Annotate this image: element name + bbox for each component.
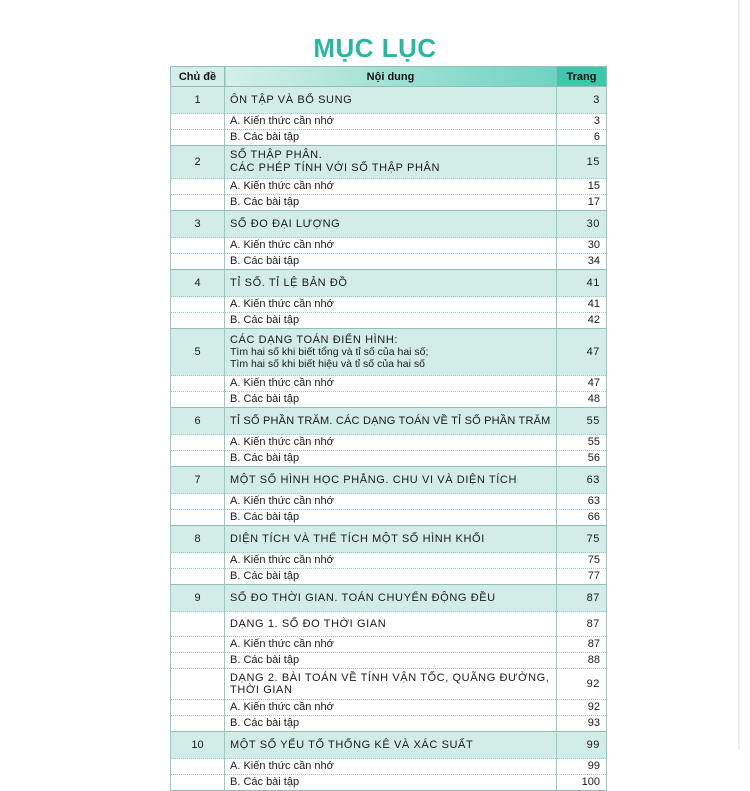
section-title — [225, 146, 557, 179]
section-title: TỈ SỐ PHẦN TRĂM. CÁC DẠNG TOÁN VỀ TỈ SỐ PHẦN TRĂM — [225, 408, 557, 435]
section-page: 87 — [557, 585, 607, 612]
section-page: 15 — [557, 146, 607, 179]
toc-item-row[interactable] — [171, 510, 607, 526]
section-page: 63 — [557, 467, 607, 494]
header-page: Trang — [557, 67, 607, 87]
item-label: B. Các bài tập — [225, 313, 557, 329]
item-page: 55 — [557, 435, 607, 451]
item-label: A. Kiến thức cần nhớ — [225, 238, 557, 254]
item-page: 47 — [557, 376, 607, 392]
section-page: 55 — [557, 408, 607, 435]
toc-section-row[interactable] — [171, 585, 607, 612]
section-page: 47 — [557, 329, 607, 376]
toc-item-row[interactable] — [171, 376, 607, 392]
page-edge — [738, 0, 740, 750]
subsection-title-line2: THỜI GIAN — [230, 684, 293, 696]
toc-item-row[interactable] — [171, 653, 607, 669]
section-title: ÔN TẬP VÀ BỔ SUNG — [225, 87, 557, 114]
toc-item-row[interactable] — [171, 553, 607, 569]
item-page: 92 — [557, 700, 607, 716]
item-page: 77 — [557, 569, 607, 585]
page-title: MỤC LỤC — [313, 33, 437, 63]
toc-section-row[interactable] — [171, 467, 607, 494]
toc-item-row[interactable] — [171, 716, 607, 732]
section-title: TỈ SỐ. TỈ LỆ BẢN ĐỒ — [225, 270, 557, 297]
item-page: 100 — [557, 775, 607, 791]
item-label: A. Kiến thức cần nhớ — [225, 114, 557, 130]
toc-item-row[interactable] — [171, 114, 607, 130]
toc-item-row[interactable] — [171, 494, 607, 510]
subsection-page: 92 — [557, 669, 607, 700]
item-label: A. Kiến thức cần nhớ — [225, 435, 557, 451]
item-label: B. Các bài tập — [225, 510, 557, 526]
item-page: 41 — [557, 297, 607, 313]
section-number: 2 — [171, 146, 225, 179]
item-label: A. Kiến thức cần nhớ — [225, 376, 557, 392]
item-page: 93 — [557, 716, 607, 732]
section-title — [225, 329, 557, 376]
toc-section-row[interactable] — [171, 408, 607, 435]
toc-item-row[interactable] — [171, 313, 607, 329]
toc-section-row[interactable] — [171, 329, 607, 376]
item-label: A. Kiến thức cần nhớ — [225, 759, 557, 775]
subsection-title-line1: DẠNG 2. BÀI TOÁN VỀ TÍNH VẬN TỐC, QUÃNG ĐƯỜNG, — [230, 672, 550, 684]
section-number: 3 — [171, 211, 225, 238]
section-number: 6 — [171, 408, 225, 435]
subsection-title: DẠNG 1. SỐ ĐO THỜI GIAN — [225, 612, 557, 637]
item-label: B. Các bài tập — [225, 451, 557, 467]
item-page: 15 — [557, 179, 607, 195]
section-title-line1: CÁC DẠNG TOÁN ĐIỂN HÌNH: — [230, 334, 399, 346]
toc-item-row[interactable] — [171, 392, 607, 408]
item-label: A. Kiến thức cần nhớ — [225, 179, 557, 195]
item-page: 56 — [557, 451, 607, 467]
item-page: 17 — [557, 195, 607, 211]
header-content: Nội dung — [225, 67, 557, 87]
section-title: DIỆN TÍCH VÀ THỂ TÍCH MỘT SỐ HÌNH KHỐI — [225, 526, 557, 553]
section-title-line3: Tìm hai số khi biết hiệu và tỉ số của hai số — [230, 358, 425, 370]
item-page: 87 — [557, 637, 607, 653]
toc-item-row[interactable] — [171, 297, 607, 313]
item-label: B. Các bài tập — [225, 130, 557, 146]
toc-header-row — [171, 67, 607, 87]
section-title: SỐ ĐO THỜI GIAN. TOÁN CHUYỂN ĐỘNG ĐỀU — [225, 585, 557, 612]
item-page: 66 — [557, 510, 607, 526]
toc-item-row[interactable] — [171, 637, 607, 653]
item-page: 88 — [557, 653, 607, 669]
section-number: 8 — [171, 526, 225, 553]
toc-section-row[interactable] — [171, 211, 607, 238]
header-topic: Chủ đề — [171, 67, 225, 87]
toc-section-row[interactable] — [171, 526, 607, 553]
section-title: MỘT SỐ HÌNH HỌC PHẲNG. CHU VI VÀ DIỆN TÍCH — [225, 467, 557, 494]
item-page: 30 — [557, 238, 607, 254]
section-number: 10 — [171, 732, 225, 759]
toc-item-row[interactable] — [171, 775, 607, 791]
section-number: 9 — [171, 585, 225, 612]
toc-item-row[interactable] — [171, 130, 607, 146]
item-label: A. Kiến thức cần nhớ — [225, 637, 557, 653]
toc-item-row[interactable] — [171, 179, 607, 195]
section-page: 99 — [557, 732, 607, 759]
section-page: 30 — [557, 211, 607, 238]
toc-section-row[interactable] — [171, 270, 607, 297]
toc-item-row[interactable] — [171, 759, 607, 775]
item-label: B. Các bài tập — [225, 195, 557, 211]
section-page: 3 — [557, 87, 607, 114]
item-page: 48 — [557, 392, 607, 408]
item-page: 75 — [557, 553, 607, 569]
item-label: B. Các bài tập — [225, 775, 557, 791]
toc-section-row[interactable] — [171, 87, 607, 114]
item-page: 42 — [557, 313, 607, 329]
item-label: B. Các bài tập — [225, 716, 557, 732]
item-page: 34 — [557, 254, 607, 270]
item-label: A. Kiến thức cần nhớ — [225, 297, 557, 313]
toc-section-row[interactable] — [171, 146, 607, 179]
item-page: 63 — [557, 494, 607, 510]
section-page: 41 — [557, 270, 607, 297]
toc-item-row[interactable] — [171, 238, 607, 254]
toc-subsection-row[interactable] — [171, 612, 607, 637]
section-title: MỘT SỐ YẾU TỐ THỐNG KÊ VÀ XÁC SUẤT — [225, 732, 557, 759]
section-page: 75 — [557, 526, 607, 553]
toc-item-row[interactable] — [171, 700, 607, 716]
section-title-line1: SỐ THẬP PHÂN. — [230, 149, 323, 161]
section-title-line2: Tìm hai số khi biết tổng và tỉ số của hai số; — [230, 346, 429, 358]
toc-item-row[interactable] — [171, 435, 607, 451]
section-title: SỐ ĐO ĐẠI LƯỢNG — [225, 211, 557, 238]
toc-item-row[interactable] — [171, 254, 607, 270]
item-label: A. Kiến thức cần nhớ — [225, 494, 557, 510]
toc-subsection-row[interactable] — [171, 669, 607, 700]
toc-item-row[interactable] — [171, 451, 607, 467]
section-number: 5 — [171, 329, 225, 376]
item-label: B. Các bài tập — [225, 653, 557, 669]
section-number: 7 — [171, 467, 225, 494]
section-number: 4 — [171, 270, 225, 297]
item-page: 6 — [557, 130, 607, 146]
toc-section-row[interactable] — [171, 732, 607, 759]
item-label: A. Kiến thức cần nhớ — [225, 700, 557, 716]
toc-item-row[interactable] — [171, 195, 607, 211]
item-page: 3 — [557, 114, 607, 130]
section-number: 1 — [171, 87, 225, 114]
item-page: 99 — [557, 759, 607, 775]
subsection-page: 87 — [557, 612, 607, 637]
section-title-line2: CÁC PHÉP TÍNH VỚI SỐ THẬP PHÂN — [230, 162, 441, 174]
item-label: B. Các bài tập — [225, 254, 557, 270]
toc-table — [170, 66, 607, 791]
item-label: A. Kiến thức cần nhớ — [225, 553, 557, 569]
item-label: B. Các bài tập — [225, 569, 557, 585]
item-label: B. Các bài tập — [225, 392, 557, 408]
subsection-title — [225, 669, 557, 700]
toc-item-row[interactable] — [171, 569, 607, 585]
